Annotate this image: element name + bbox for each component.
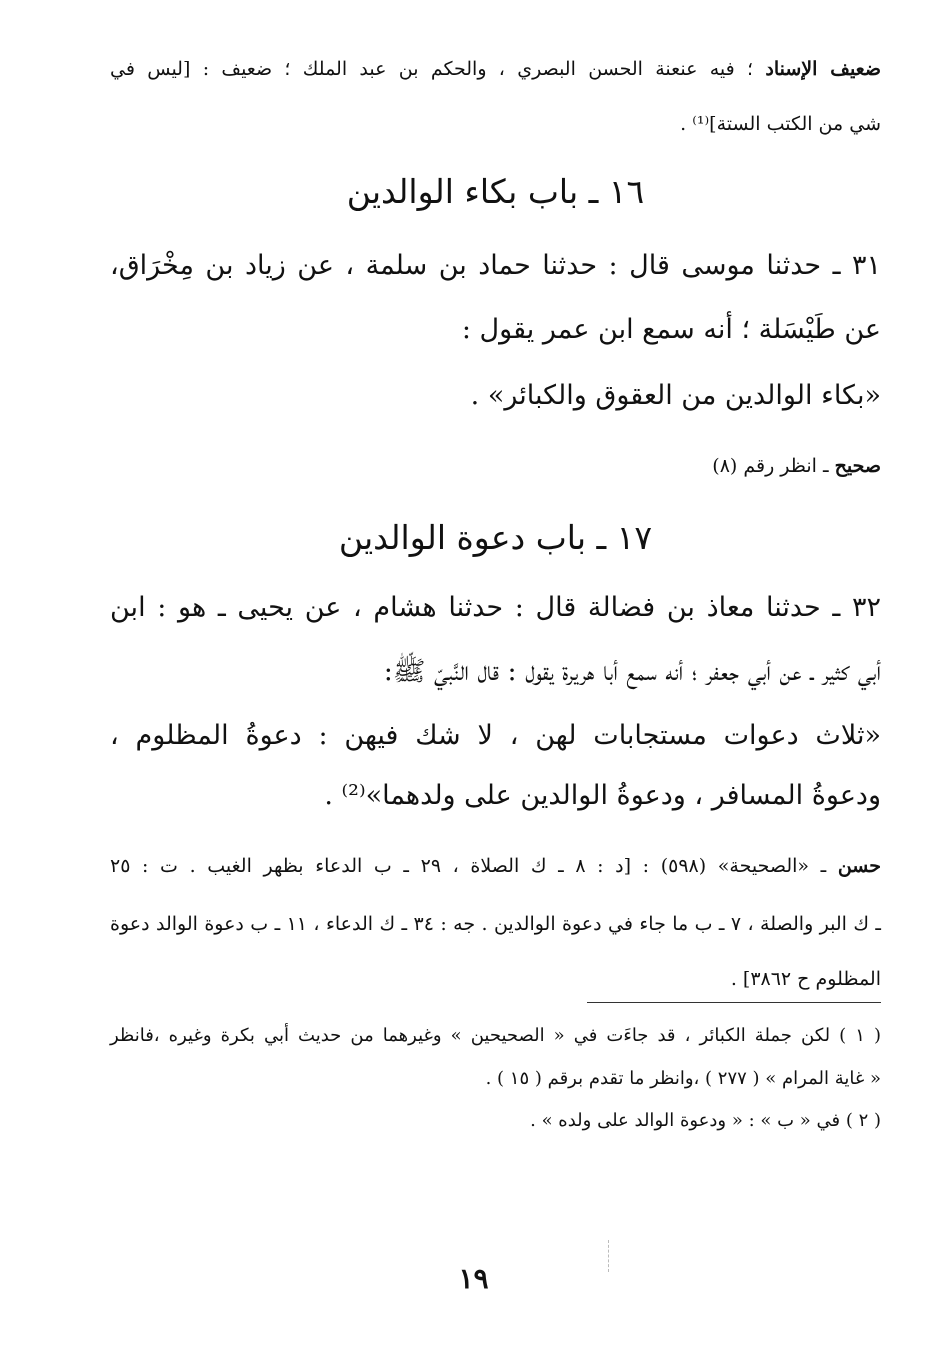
hadith-32-line-2: أبي كثير ـ عن أبي جعفر ؛ أنه سمع أبا هريرة يقول : قال النَّبيّ ﷺ: — [383, 656, 881, 687]
hadith-31-line-1: ٣١ ـ حدثنا موسى قال : حدثنا حماد بن سلمة ، عن زياد بن مِخْرَاق، — [110, 250, 881, 281]
page-number: ١٩ — [458, 1262, 489, 1295]
section-17-heading: ١٧ ـ باب دعوة الوالدين — [338, 518, 653, 557]
hadith-32-line-1: ٣٢ ـ حدثنا معاذ بن فضالة قال : حدثنا هشام ، عن يحيى ـ هو : ابن — [110, 592, 881, 623]
hadith-32-grade-line-2: ـ ك البر والصلة ، ٧ ـ ب ما جاء في دعوة الوالدين . جه : ٣٤ ـ ك الدعاء ، ١١ ـ ب دعوة الوالد دعوة — [110, 913, 881, 935]
hadith-31-grade-text: ـ انظر رقم (٨) — [712, 455, 835, 477]
hadith-31-grade — [110, 455, 881, 477]
top-note-line-1 — [110, 58, 881, 80]
hadith-32-quote-line-2: ودعوةُ المسافر ، ودعوةُ الوالدين على ولدهما»⁽²⁾ . — [324, 780, 881, 811]
hadith-31-quote: «بكاء الوالدين من العقوق والكبائر» . — [470, 380, 881, 411]
top-note-grade-label: ضعيف الإسناد — [765, 58, 881, 80]
hadith-32-grade-line-3: المظلوم ح ٣٨٦٢] . — [730, 968, 881, 990]
hadith-32-quote-line-1: «ثلاث دعوات مستجابات لهن ، لا شك فيهن : دعوةُ المظلوم ، — [110, 720, 881, 751]
hadith-31-line-2: عن طَيْسَلة ؛ أنه سمع ابن عمر يقول : — [461, 314, 881, 345]
section-16-heading: ١٦ ـ باب بكاء الوالدين — [346, 172, 645, 211]
hadith-31-grade-label: صحيح — [834, 455, 881, 477]
footnote-1-line-2: « غاية المرام » ( ٢٧٧ ) ،وانظر ما تقدم برقم ( ١٥ ) . — [485, 1068, 881, 1089]
hadith-32-grade-line-1-text: ـ «الصحيحة» (٥٩٨) : [د : ٨ ـ ك الصلاة ، ٢٩ ـ ب الدعاء بظهر الغيب . ت : ٢٥ — [110, 855, 838, 877]
hadith-32-grade-label: حسن — [837, 855, 881, 877]
footnote-separator — [587, 1002, 881, 1003]
footnote-1-line-1: ( ١ ) لكن جملة الكبائر ، قد جاءَت في « الصحيحين » وغيرهما من حديث أبي بكرة وغيره ،فانظر — [110, 1025, 881, 1046]
hadith-32-grade-line-1 — [110, 855, 881, 877]
top-note-line-1-text: ؛ فيه عنعنة الحسن البصري ، والحكم بن عبد الملك ؛ ضعيف : [ليس في — [110, 58, 766, 80]
footnote-2: ( ٢ ) في « ب » : « ودعوة الوالد على ولده » . — [530, 1110, 881, 1131]
top-note-line-2: شي من الكتب الستة]⁽¹⁾ . — [680, 113, 881, 135]
